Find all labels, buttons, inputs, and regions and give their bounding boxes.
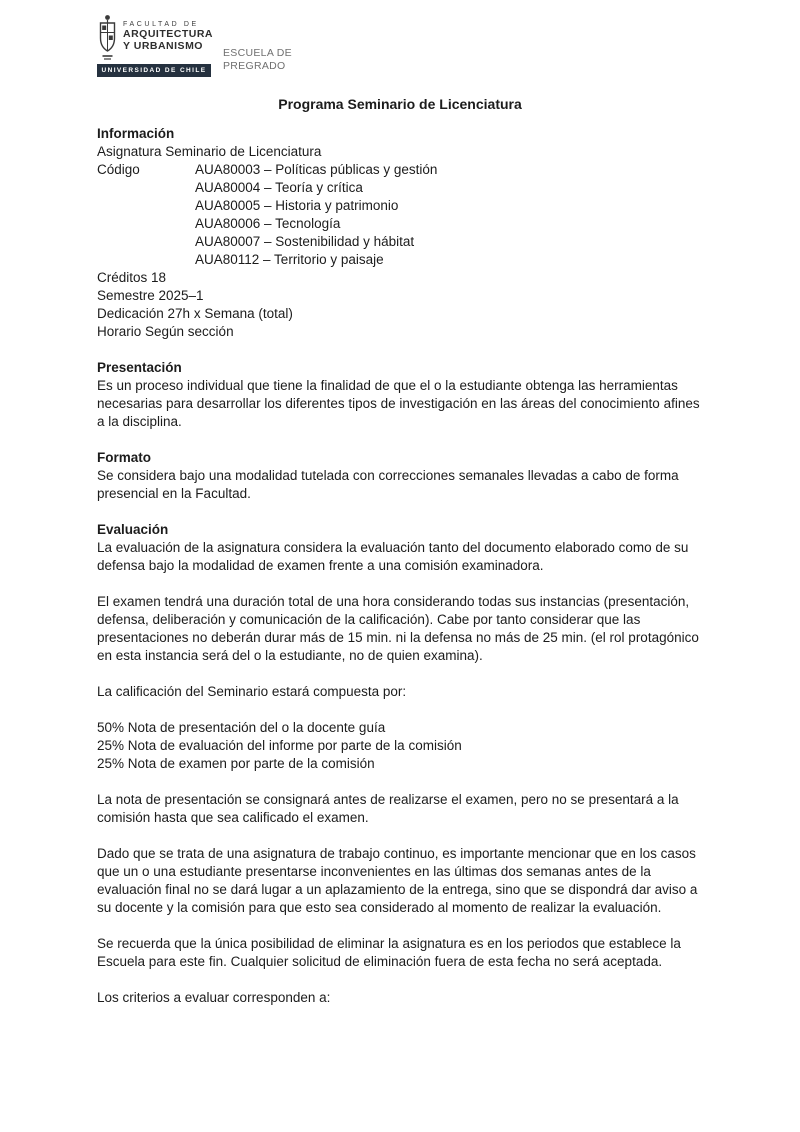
university-crest-icon xyxy=(97,14,118,61)
semestre-line: Semestre 2025–1 xyxy=(97,288,204,303)
section-heading-evaluacion: Evaluación xyxy=(97,522,169,537)
creditos-line: Créditos 18 xyxy=(97,270,167,285)
codigo-item: AUA80004 – Teoría y crítica xyxy=(195,180,363,195)
codigo-list xyxy=(195,161,704,269)
grade-item: 25% Nota de evaluación del informe por parte de la comisión xyxy=(97,738,462,753)
faculty-label-line2: ARQUITECTURA xyxy=(123,28,213,40)
university-logo-text xyxy=(123,14,213,52)
university-logo-top xyxy=(97,14,211,61)
codigo-item: AUA80003 – Políticas públicas y gestión xyxy=(195,162,438,177)
school-label xyxy=(223,14,292,73)
codigo-item: AUA80007 – Sostenibilidad y hábitat xyxy=(195,234,415,249)
grade-item: 50% Nota de presentación del o la docente guía xyxy=(97,720,386,735)
horario-line: Horario Según sección xyxy=(97,324,234,339)
document-title: Programa Seminario de Licenciatura xyxy=(278,96,522,112)
evaluacion-paragraph-4: La nota de presentación se consignará antes de realizarse el examen, pero no se presentará a la comisión hasta que sea calificado el examen. xyxy=(97,792,679,825)
evaluacion-paragraph-5: Dado que se trata de una asignatura de trabajo continuo, es importante mencionar que en los casos que un o una estudiante presentarse inconvenientes en las últimas dos semanas antes de la evaluación final no se dará lugar a un aplazamiento de la entrega, sino que se dispondrá dar aviso a su docente y la comisión para que esto sea considerado al momento de realizar la evaluación. xyxy=(97,846,698,915)
evaluacion-paragraph-2: El examen tendrá una duración total de una hora considerando todas sus instancias (presentación, defensa, deliberación y comunicación de la calificación). Cabe por tanto considerar que las presentaciones no deberán durar más de 15 min. ni la defensa no más de 25 min. (el rol protagónico en esta instancia será del o la estudiante, no de quien examina). xyxy=(97,594,699,663)
section-heading-formato: Formato xyxy=(97,450,151,465)
faculty-label-line1: FACULTAD DE xyxy=(123,21,199,28)
school-label-line2: PREGRADO xyxy=(223,60,286,72)
codigo-label: Código xyxy=(97,162,140,177)
faculty-label-line3: Y URBANISMO xyxy=(123,40,203,52)
university-logo xyxy=(97,14,211,77)
document-body xyxy=(97,125,704,1007)
section-heading-presentacion: Presentación xyxy=(97,360,182,375)
grade-breakdown-list xyxy=(97,719,704,773)
document-header xyxy=(97,14,292,77)
asignatura-line: Asignatura Seminario de Licenciatura xyxy=(97,144,322,159)
formato-paragraph: Se considera bajo una modalidad tutelada con correcciones semanales llevadas a cabo de forma presencial en la Facultad. xyxy=(97,468,679,501)
codigo-row xyxy=(97,161,704,269)
evaluacion-paragraph-6: Se recuerda que la única posibilidad de eliminar la asignatura es en los periodos que establece la Escuela para este fin. Cualquier solicitud de eliminación fuera de esta fecha no será aceptada. xyxy=(97,936,681,969)
evaluacion-paragraph-1: La evaluación de la asignatura considera la evaluación tanto del documento elaborado como de su defensa bajo la modalidad de examen frente a una comisión examinadora. xyxy=(97,540,689,573)
evaluacion-paragraph-3: La calificación del Seminario estará compuesta por: xyxy=(97,684,407,699)
school-label-line1: ESCUELA DE xyxy=(223,47,292,59)
codigo-item: AUA80005 – Historia y patrimonio xyxy=(195,198,399,213)
grade-item: 25% Nota de examen por parte de la comisión xyxy=(97,756,375,771)
university-banner: UNIVERSIDAD DE CHILE xyxy=(97,64,211,77)
presentacion-paragraph: Es un proceso individual que tiene la finalidad de que el o la estudiante obtenga las herramientas necesarias para desarrollar los diferentes tipos de investigación en las áreas del conocimiento afines a la disciplina. xyxy=(97,378,700,429)
evaluacion-paragraph-7: Los criterios a evaluar corresponden a: xyxy=(97,990,331,1005)
codigo-item: AUA80112 – Territorio y paisaje xyxy=(195,252,384,267)
codigo-item: AUA80006 – Tecnología xyxy=(195,216,341,231)
dedicacion-line: Dedicación 27h x Semana (total) xyxy=(97,306,293,321)
section-heading-informacion: Información xyxy=(97,126,175,141)
